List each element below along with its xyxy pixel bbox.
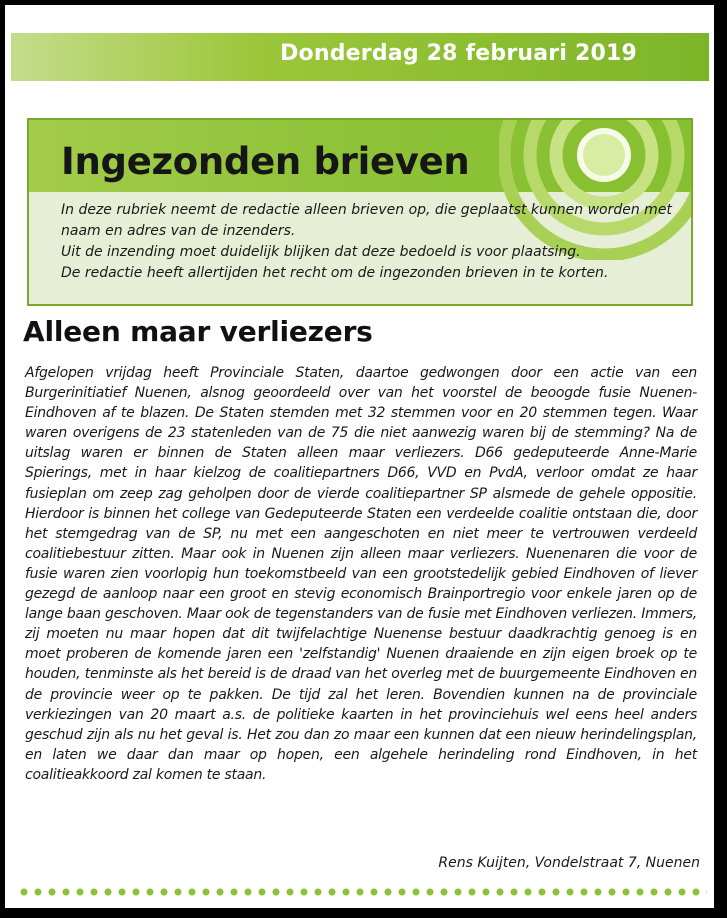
- dotted-divider: [17, 887, 707, 897]
- letters-header-box: [27, 118, 693, 306]
- section-title: Ingezonden brieven: [61, 140, 470, 183]
- editorial-note: De redactie heeft allertijden het recht om de ingezonden brieven in te korten.: [61, 265, 609, 281]
- article-title: Alleen maar verliezers: [23, 315, 373, 348]
- article-body: Afgelopen vrijdag heeft Provinciale Staten, daartoe gedwongen door een actie van een Burgerinitiatief Nuenen, alsnog geoordeeld over van het voorstel de beoogde fusie Nuenen-Eindhoven af te blazen. De Staten stemden met 32 stemmen voor en 20 stemmen tegen. Waar waren overigens de 23 statenleden van de 75 die niet aanwezig waren bij de stemming? Na de uitslag waren er binnen de Staten alleen maar verliezers. D66 gedeputeerde Anne-Marie Spierings, met in haar kielzog de coalitiepartners D66, VVD en PvdA, verloor omdat ze haar fusieplan om zeep zag geholpen door de vierde coalitiepartner SP alsmede de gehele oppositie. Hierdoor is binnen het college van Gedeputeerde Staten een verdeelde coalitie ontstaan die, door het stemgedrag van de SP, nu met een aangeschoten en niet meer te vertrouwen verdeeld coalitiebestuur zitten. Maar ook in Nuenen zijn alleen maar verliezers. Nuenenaren die voor de fusie waren zien voorlopig hun toekomstbeeld van een grootstedelijk gebied Eindhoven of liever gezegd de aanloop naar een groot en stevig economisch Brainportregio voor enkele jaren op de lange baan geschoven. Maar ook de tegenstanders van de fusie met Eindhoven verliezen. Immers, zij moeten nu maar hopen dat dit twijfelachtige Nuenense bestuur daadkrachtig genoeg is en moet proberen de komende jaren een 'zelfstandig' Nuenen draaiende en zijn eigen broek op te houden, tenminste als het bereid is de draad van het overleg met de buurgemeente Eindhoven en de provincie weer op te pakken. De tijd zal het leren. Bovendien kunnen na de provinciale verkiezingen van 20 maart a.s. de politieke kaarten in het provinciehuis wel eens heel anders geschud zijn als nu het geval is. Het zou dan zo maar een kunnen dat een nieuw herindelingsplan, en laten we daar dan maar op hopen, een algehele herindeling rond Eindhoven, in het coalitieakkoord zal komen te staan.: [25, 365, 697, 783]
- newspaper-page: [5, 5, 714, 908]
- editorial-notes: [61, 200, 681, 284]
- publication-date: Donderdag 28 februari 2019: [280, 41, 637, 66]
- editorial-note: Uit de inzending moet duidelijk blijken dat deze bedoeld is voor plaatsing.: [61, 244, 581, 260]
- editorial-note: In deze rubriek neemt de redactie alleen brieven op, die geplaatst kunnen worden met naam en adres van de inzenders.: [61, 202, 672, 239]
- date-bar: [11, 33, 709, 81]
- letter-signature: Rens Kuijten, Vondelstraat 7, Nuenen: [438, 855, 700, 871]
- header-band: [29, 120, 691, 192]
